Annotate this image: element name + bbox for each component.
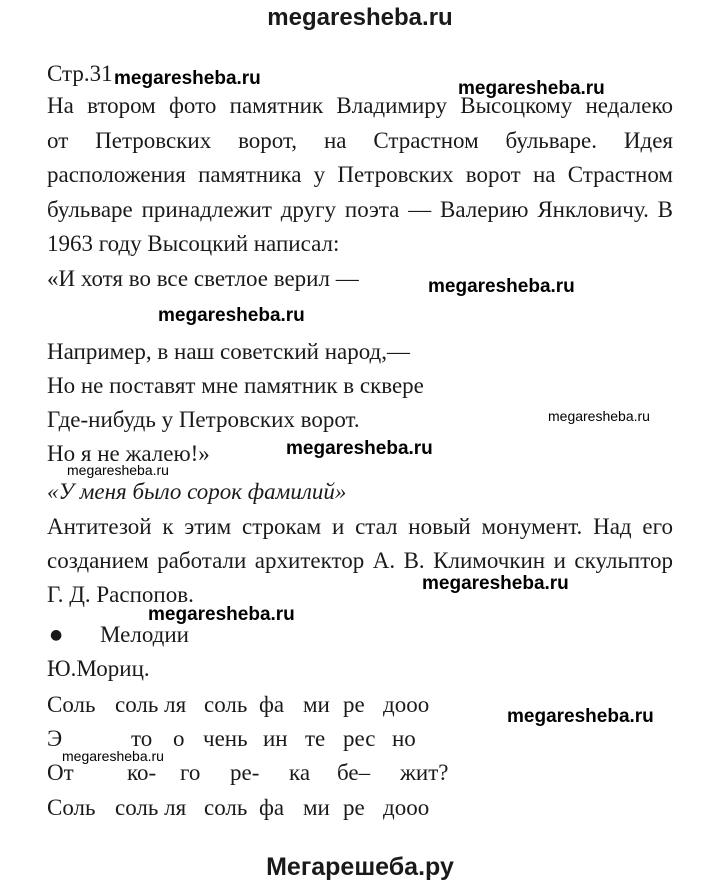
watermark-text: megaresheba.ru xyxy=(548,408,650,424)
watermark-text: megaresheba.ru xyxy=(286,438,433,459)
song-syllable: Соль xyxy=(47,795,96,820)
song-syllable: От xyxy=(47,760,74,785)
poem-line: Где-нибудь у Петровских ворот. xyxy=(47,407,360,432)
watermark-text: megaresheba.ru xyxy=(422,573,569,594)
song-syllable: ка xyxy=(289,760,311,785)
song-syllable: о xyxy=(173,726,185,751)
header-site-title: megaresheba.ru xyxy=(267,4,453,31)
song-syllable: жит? xyxy=(400,760,449,785)
watermark-text: megaresheba.ru xyxy=(148,604,295,625)
poem-title: «У меня было сорок фамилий» xyxy=(47,479,347,504)
paragraph-line: Г. Д. Распопов. xyxy=(47,582,194,607)
watermark-text: megaresheba.ru xyxy=(62,748,164,764)
poem-line: Например, в наш советский народ,— xyxy=(47,339,411,364)
song-author: Ю.Мориц. xyxy=(47,656,150,681)
watermark-text: megaresheba.ru xyxy=(67,462,169,478)
song-syllable: те xyxy=(305,726,326,751)
watermark-text: megaresheba.ru xyxy=(114,68,261,89)
song-syllable: ми xyxy=(303,692,330,717)
watermark-text: megaresheba.ru xyxy=(507,706,654,727)
song-syllable: ко- xyxy=(127,760,157,785)
paragraph-line: расположения памятника у Петровских ворот на Страстном xyxy=(47,162,673,187)
paragraph-line: 1963 году Высоцкий написал: xyxy=(47,231,340,256)
song-syllable: то xyxy=(131,726,153,751)
song-syllable: чень xyxy=(203,726,248,751)
watermark-text: megaresheba.ru xyxy=(158,305,305,326)
song-syllable: ре- xyxy=(230,760,260,785)
song-syllable: бе– xyxy=(337,760,371,785)
song-syllable: соль ля xyxy=(115,692,187,717)
song-syllable: го xyxy=(180,760,201,785)
bullet-item-label: Мелодии xyxy=(100,622,189,647)
page-reference: Стр.31 xyxy=(47,61,113,86)
paragraph-line: Антитезой к этим строкам и стал новый монумент. Над его xyxy=(47,514,673,539)
paragraph-line: На втором фото памятник Владимиру Высоцкому недалеко xyxy=(47,93,673,118)
song-syllable: фа xyxy=(259,692,285,717)
song-syllable: но xyxy=(392,726,416,751)
poem-line: «И хотя во все светлое верил — xyxy=(47,266,359,291)
song-syllable: ре xyxy=(343,692,365,717)
watermark-text: megaresheba.ru xyxy=(428,276,575,297)
song-syllable: рес xyxy=(343,726,376,751)
song-syllable: Соль xyxy=(47,692,96,717)
bullet-icon: ● xyxy=(50,627,63,643)
song-syllable: Э xyxy=(47,726,63,751)
watermark-text: megaresheba.ru xyxy=(458,78,605,99)
footer-site-title: Мегарешеба.ру xyxy=(266,853,454,881)
song-syllable: ре xyxy=(343,795,365,820)
song-syllable: ми xyxy=(303,795,330,820)
poem-line: Но не поставят мне памятник в сквере xyxy=(47,373,424,398)
song-syllable: ин xyxy=(263,726,288,751)
paragraph-line: созданием работали архитектор А. В. Климочкин и скульптор xyxy=(47,548,673,573)
song-syllable: соль xyxy=(204,692,248,717)
song-syllable: соль ля xyxy=(115,795,187,820)
song-syllable: фа xyxy=(259,795,285,820)
song-syllable: дооо xyxy=(383,795,430,820)
song-syllable: дооо xyxy=(383,692,430,717)
paragraph-line: бульваре принадлежит другу поэта — Валерию Янкловичу. В xyxy=(47,197,673,222)
song-syllable: соль xyxy=(204,795,248,820)
paragraph-line: от Петровских ворот, на Страстном бульваре. Идея xyxy=(47,128,673,153)
poem-line: Но я не жалею!» xyxy=(47,441,210,466)
